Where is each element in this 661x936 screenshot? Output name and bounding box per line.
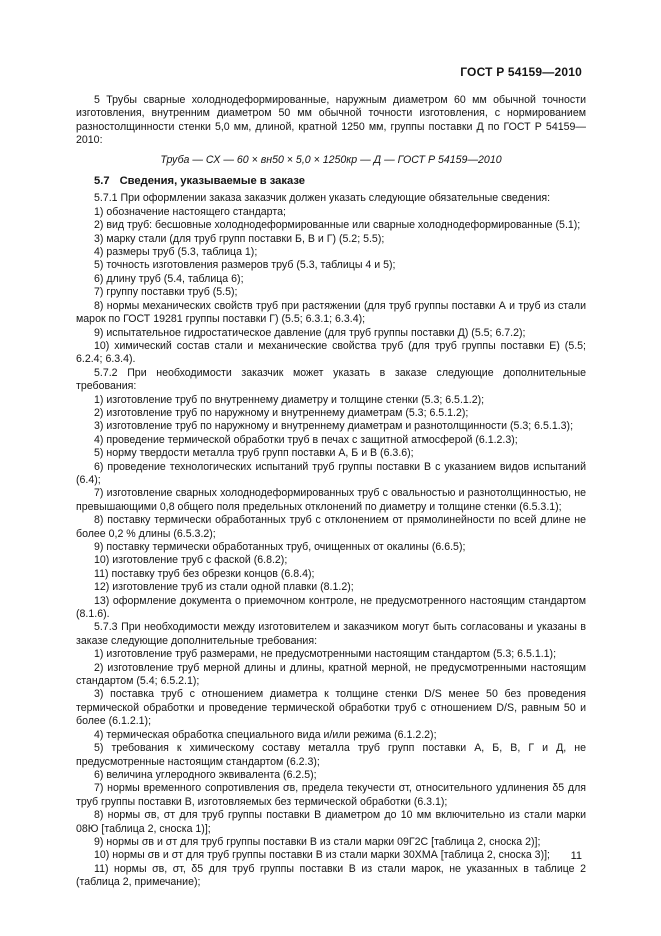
clause-intro: 5.7.2 При необходимости заказчик может указать в заказе следующие дополнительные требования:: [76, 366, 586, 393]
list-item: 5) норму твердости металла труб групп поставки А, Б и В (6.3.6);: [94, 447, 414, 460]
list-item: 10) нормы σв и σт для труб группы поставки В из стали марки 30ХМА [таблица 2, сноска 3)];: [94, 849, 550, 862]
list-item: 3) поставка труб с отношением диаметра к толщине стенки D/S менее 50 без проведения термической обработки и проведение термической обработки труб с отношением D/S, равным 50 и более (6.1.2.1);: [76, 688, 586, 728]
section-title: Сведения, указываемые в заказе: [119, 175, 305, 188]
clause-intro: 5.7.1 При оформлении заказа заказчик должен указать следующие обязательные сведения:: [94, 192, 551, 205]
list-item: 4) термическая обработка специального вида и/или режима (6.1.2.2);: [94, 728, 437, 741]
document-header: ГОСТ Р 54159—2010: [460, 65, 582, 79]
clause-intro: 5.7.3 При необходимости между изготовителем и заказчиком могут быть согласованы и указаны в заказе следующие дополнительные требования:: [76, 621, 586, 647]
intro-paragraph: 5 Трубы сварные холоднодеформированные, наружным диаметром 60 мм обычной точности изготовления, внутренним диаметром 50 мм обычной точности изготовления, с нормированием разностолщинности стенки 5,0 мм, длиной, кратной 1250 мм, группы поставки Д по ГОСТ Р 54159—2010:: [76, 94, 586, 147]
list-item: 9) нормы σв и σт для труб группы поставки В из стали марки 09Г2С [таблица 2, сноска 2)];: [94, 835, 541, 848]
list-item: 12) изготовление труб из стали одной плавки (8.1.2);: [94, 581, 354, 594]
list-item: 8) нормы механических свойств труб при растяжении (для труб группы поставки А и труб из стали марок по ГОСТ 19281 группы поставки Г) (5.5; 6.3.1; 6.3.4);: [76, 299, 586, 326]
list-item: 10) изготовление труб с фаской (6.8.2);: [94, 554, 288, 567]
list-item: 2) изготовление труб по наружному и внутреннему диаметрам (5.3; 6.5.1.2);: [94, 406, 469, 419]
list-item: 6) длину труб (5.4, таблица 6);: [94, 272, 244, 285]
list-item: 8) поставку термически обработанных труб с отклонением от прямолинейности по всей длине не более 0,2 % длины (6.5.3.2);: [76, 514, 586, 540]
document-body: [76, 94, 586, 890]
clause-5-7-3: [76, 621, 586, 889]
page-number: 11: [570, 850, 582, 862]
section-number: 5.7: [94, 175, 110, 188]
list-item: 11) нормы σв, σт, δ5 для труб группы поставки В из стали марок, не указанных в таблице 2 (таблица 2, примечание);: [76, 862, 586, 889]
list-item: 11) поставку труб без обрезки концов (6.8.4);: [94, 567, 315, 580]
list-item: 5) точность изготовления размеров труб (5.3, таблицы 4 и 5);: [94, 259, 396, 272]
designation-formula: Труба — СХ — 60 × вн50 × 5,0 × 1250кр — Д — ГОСТ Р 54159—2010: [160, 153, 502, 166]
clause-5-7-1: [76, 192, 586, 366]
list-item: 3) изготовление труб по наружному и внутреннему диаметрам и разнотолщинности (5.3; 6.5.1.3);: [94, 420, 574, 433]
clause-5-7-2: [76, 367, 586, 622]
list-item: 8) нормы σв, σт для труб группы поставки В диаметром до 10 мм включительно из стали марки 08Ю [таблица 2, сноска 1)];: [76, 809, 586, 835]
list-item: 4) размеры труб (5.3, таблица 1);: [94, 246, 258, 259]
list-item: 1) обозначение настоящего стандарта;: [94, 205, 286, 218]
list-item: 6) проведение технологических испытаний труб группы поставки В с указанием видов испытаний (6.4);: [76, 460, 586, 486]
list-item: 10) химический состав стали и механические свойства труб (для труб группы поставки Е) (5.5; 6.2.4; 6.3.4).: [76, 339, 586, 366]
list-item: 9) поставку термически обработанных труб, очищенных от окалины (6.6.5);: [94, 541, 466, 553]
list-item: 9) испытательное гидростатическое давление (для труб группы поставки Д) (5.5; 6.7.2);: [94, 326, 526, 339]
section-heading: [76, 175, 586, 188]
list-item: 5) требования к химическому составу металла труб групп поставки А, Б, В, Г и Д, не предусмотренные настоящим стандартом (6.2.3);: [76, 742, 586, 768]
list-item: 7) изготовление сварных холоднодеформированных труб с овальностью и разнотолщинностью, не превышающими 0,8 общего поля предельных отклонений по диаметру и толщине стенки (6.5.3.1);: [76, 487, 586, 513]
list-item: 1) изготовление труб по внутреннему диаметру и толщине стенки (5.3; 6.5.1.2);: [94, 393, 485, 406]
list-item: 13) оформление документа о приемочном контроле, не предусмотренного настоящим стандартом (8.1.6).: [76, 594, 586, 621]
list-item: 4) проведение термической обработки труб в печах с защитной атмосферой (6.1.2.3);: [94, 433, 518, 446]
list-item: 7) нормы временного сопротивления σв, предела текучести σт, относительного удлинения δ5 для труб группы поставки В, изготовляемых без термической обработки (6.3.1);: [76, 782, 586, 808]
list-item: 2) вид труб: бесшовные холоднодеформированные или сварные холоднодеформированные (5.1);: [94, 219, 581, 232]
list-item: 3) марку стали (для труб групп поставки Б, В и Г) (5.2; 5.5);: [94, 232, 385, 245]
list-item: 2) изготовление труб мерной длины и длины, кратной мерной, не предусмотренными настоящим стандартом (5.4; 6.5.2.1);: [76, 661, 586, 688]
list-item: 1) изготовление труб размерами, не предусмотренными настоящим стандартом (5.3; 6.5.1.1);: [94, 648, 557, 661]
list-item: 6) величина углеродного эквивалента (6.2.5);: [94, 768, 317, 781]
list-item: 7) группу поставки труб (5.5);: [94, 286, 238, 299]
